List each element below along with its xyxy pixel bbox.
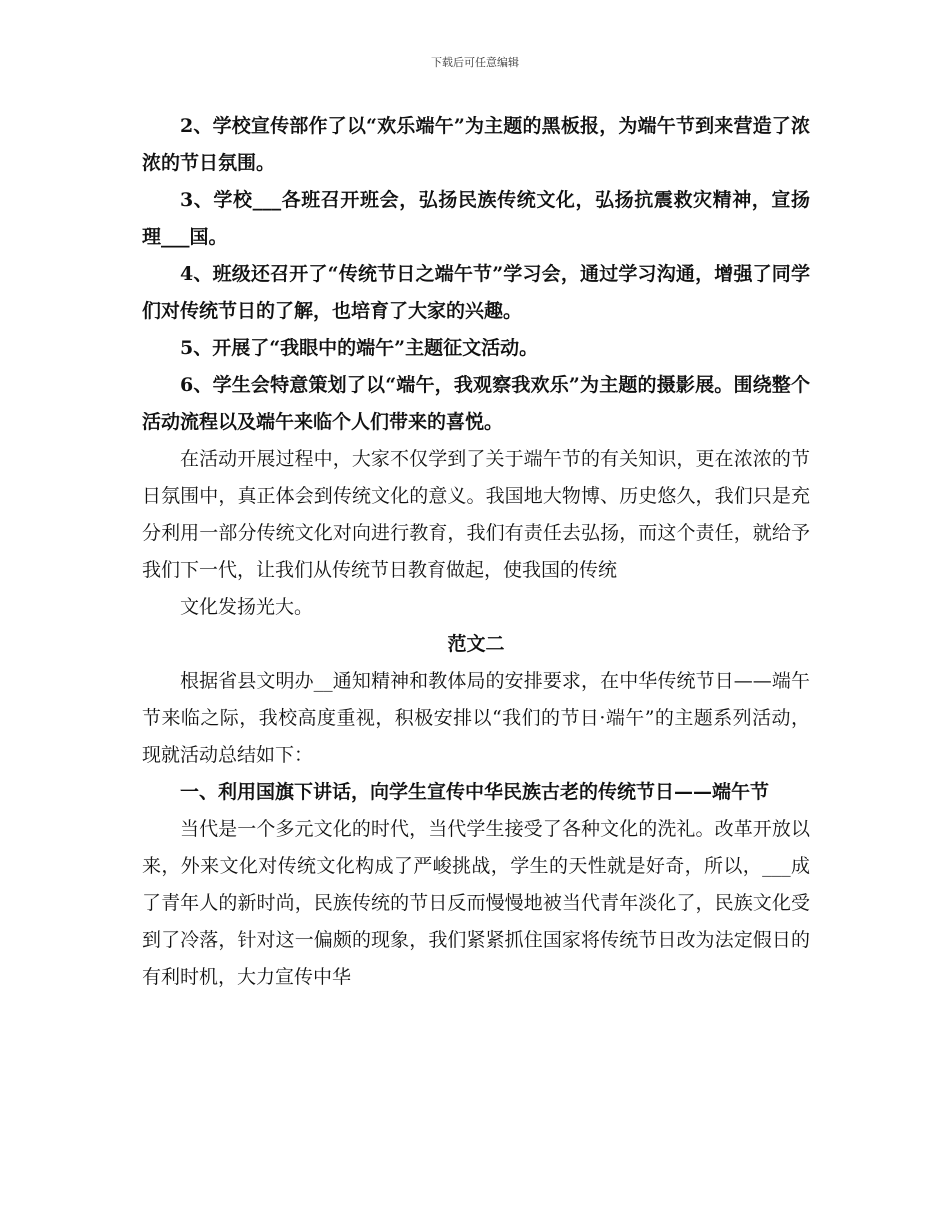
paragraph-summary: 在活动开展过程中，大家不仅学到了关于端午节的有关知识，更在浓浓的节日氛围中，真正体会到传统文化的意义。我国地大物博、历史悠久，我们只是充分利用一部分传统文化对向进行教育，我们有责任去弘扬，而这个责任，就给予我们下一代，让我们从传统节日教育做起，使我国的传统 [142,448,810,581]
section-title: 范文二 [447,633,505,655]
document-body [142,108,810,996]
paragraph-summary-end: 文化发扬光大。 [180,596,314,618]
page-header: 下载后可任意编辑 [431,56,519,69]
paragraph-body: 当代是一个多元文化的时代，当代学生接受了各种文化的洗礼。改革开放以来，外来文化对传统文化构成了严峻挑战，学生的天性就是好奇，所以，___成了青年人的新时尚，民族传统的节日反而慢慢地被当代青年淡化了，民族文化受到了冷落，针对这一偏颇的现象，我们紧紧抓住国家将传统节日改为法定假日的有利时机，大力宣传中华 [142,818,810,988]
paragraph-item-4: 4、班级还召开了“传统节日之端午节”学习会，通过学习沟通，增强了同学们对传统节日的了解，也培育了大家的兴趣。 [142,263,810,322]
paragraph-intro: 根据省县文明办__通知精神和教体局的安排要求，在中华传统节日——端午节来临之际，我校高度重视，积极安排以“我们的节日·端午”的主题系列活动，现就活动总结如下： [142,670,810,766]
paragraph-item-2: 2、学校宣传部作了以“欢乐端午”为主题的黑板报，为端午节到来营造了浓浓的节日氛围。 [142,115,810,174]
section-heading-1: 一、利用国旗下讲话，向学生宣传中华民族古老的传统节日——端午节 [180,781,770,803]
paragraph-item-3: 3、学校___各班召开班会，弘扬民族传统文化，弘扬抗震救灾精神，宣扬理___国。 [142,189,810,248]
paragraph-item-6: 6、学生会特意策划了以“端午，我观察我欢乐”为主题的摄影展。围绕整个活动流程以及端午来临个人们带来的喜悦。 [142,374,810,433]
paragraph-item-5: 5、开展了“我眼中的端午”主题征文活动。 [180,337,539,359]
